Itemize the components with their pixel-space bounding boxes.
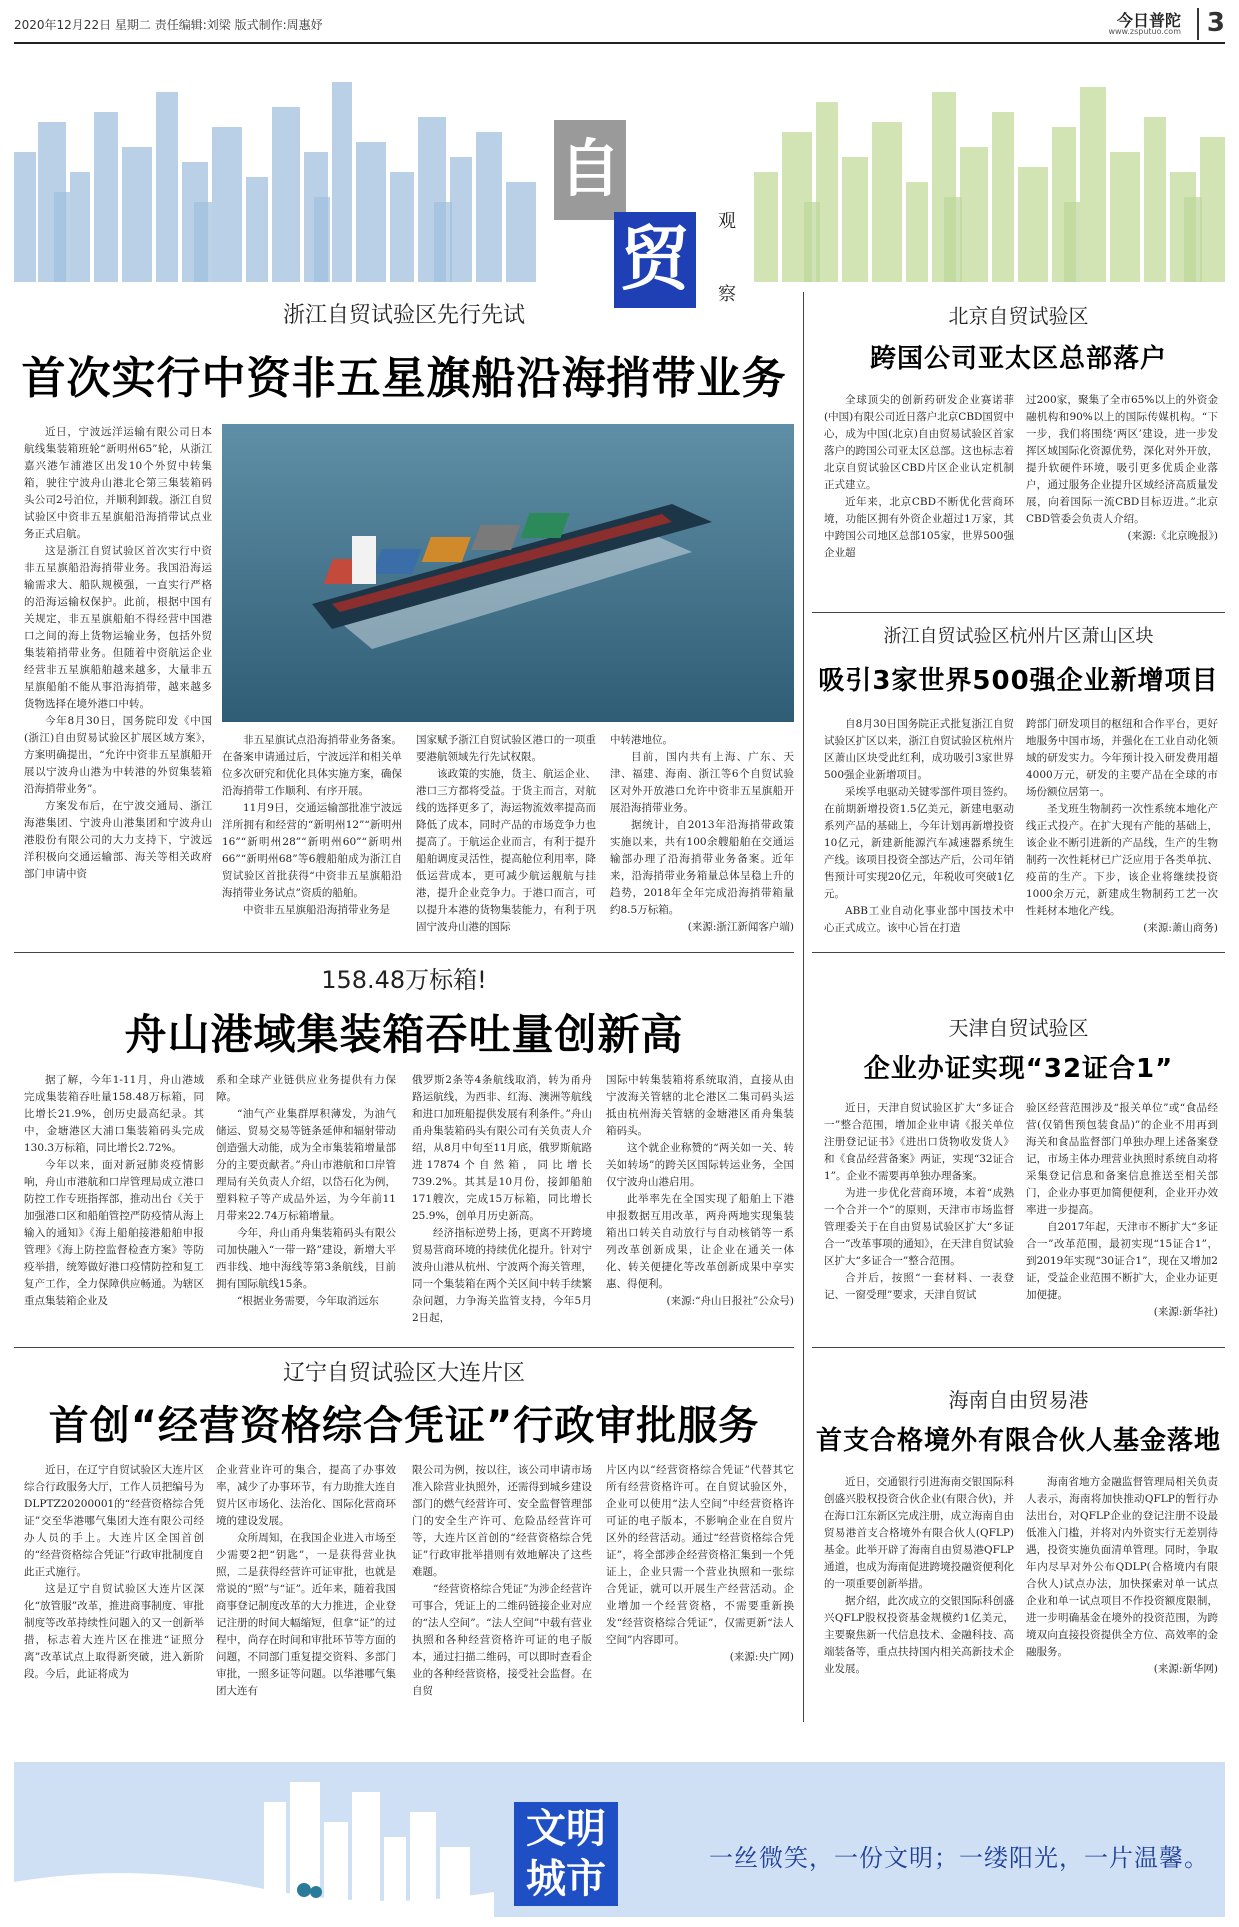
paragraph: 此举率先在全国实现了船舶上下港申报数据互用改革，两舟两地实现集装箱出口转关自动放行与自动核销等一系列改革创新成果，让企业在通关一体化、转关便捷化等改革创新成果中享实惠、得便利。 <box>606 1193 794 1290</box>
story-divider <box>14 952 794 953</box>
paragraph: 目前，国内共有上海、广东、天津、福建、海南、浙江等6个自贸试验区对外开放港口允许中资非五星旗船开展沿海捎带业务。 <box>610 751 794 814</box>
paragraph: 今年，舟山甬舟集装箱码头有限公司加快融入“一带一路”建设，新增大平西非线、地中海线等第3条航线，目前拥有国际航线15条。 <box>216 1227 396 1290</box>
paragraph: “经营资格综合凭证”为涉企经营许可事合，凭证上的二维码链接企业对应的“法人空间”。“法人空间”中载有营业执照和各种经营资格许可证的电子版本，通过扫描二维码，可以即时查看企业的各种经营资格，接受社会监督。在自贸 <box>412 1583 592 1697</box>
paragraph: 该政策的实施，货主、航运企业、港口三方都将受益。于货主而言，对航线的选择更多了，海运物流效率提高而降低了成本，同时产品的市场竞争力也提高了。于航运企业而言，有利于提升船舶调度灵活性，提高舱位利用率，降低运营成本，更可减少航运舰航与挂港，提升企业竞争力。于港口而言，可以提升本港的货物集装能力，有利于巩固宁波舟山港的国际 <box>416 768 596 933</box>
paragraph: 近日，宁波远洋运输有限公司日本航线集装箱班轮“新明州65”轮，从浙江嘉兴港乍浦港区出发10个外贸中转集箱，驶往宁波舟山港北仑第三集装箱码头公司2号泊位，并顺利卸载。浙江自贸试验区中资非五星旗船沿海捎带试点业务正式启航。 <box>24 426 212 540</box>
ship-image <box>222 424 794 722</box>
paragraph: 近日，交通银行引进海南交银国际科创盛兴股权投资合伙企业(有限合伙)，并在海口江东新区完成注册，成立海南自由贸易港首支合格境外有限合伙人(QFLP)基金。此举开辟了海南自由贸易港QFLP通道，也成为海南促进跨境投融资便利化的一项重要创新举措。 <box>824 1476 1014 1590</box>
mark-line-1: 文明 <box>526 1806 606 1852</box>
paragraph: 今年8月30日，国务院印发《中国(浙江)自由贸易试验区扩展区域方案》，方案明确提出，“允许中资非五星旗船开展以宁波舟山港为中转港的外贸集装箱沿海捎带业务”。 <box>24 715 212 795</box>
story6-col3 <box>412 1462 592 1752</box>
story7-col1 <box>824 1474 1014 1752</box>
paragraph: 片区内以“经营资格综合凭证”代替其它所有经营资格许可。在自贸试验区外，企业可以使用“法人空间”中经营资格许可证的电子版本，不影响企业在自贸片区外的经营活动。通过“经营资格综合凭证”，将全部涉企经营资格汇集到一个凭证上，企业只需一个营业执照和一张综合凭证，就可以开展生产经营活动。企业增加一个经营资格，不需要重新换发“经营资格综合凭证”，仅需更新“法人空间”内容即可。 <box>606 1464 794 1646</box>
story5-col1 <box>824 1100 1014 1340</box>
story3-source: (来源:萧山商务) <box>1143 922 1218 934</box>
story6-headline: 首创“经营资格综合凭证”行政审批服务 <box>48 1403 760 1449</box>
banner-glyph-guan: 观 <box>718 211 736 232</box>
paragraph: 俄罗斯2条等4条航线取消，转为甬舟路运航线，为西非、红海、澳洲等航线和进口加班船提供发展有利条件。”舟山甬舟集装箱码头有限公司有关负责人介绍，从8月中旬至11月底，俄罗斯航路进17874个自然箱，同比增长739.2%。其其是10月份，接卸船舶171艘次，完成15万标箱，同比增长25.9%，创单月历史新高。 <box>412 1074 592 1222</box>
date-line: 2020年12月22日 星期二 责任编辑:刘梁 版式制作:周惠妤 <box>14 18 323 32</box>
story1-col1 <box>24 424 212 942</box>
story2-source: (来源:《北京晚报》) <box>1127 530 1218 542</box>
civility-banner <box>14 1762 1225 1917</box>
story1-col3 <box>416 732 596 942</box>
newspaper-brand: 今日普陀 <box>1116 11 1181 30</box>
story4-source: (来源:“舟山日报社”公众号) <box>666 1295 794 1307</box>
paragraph: 众所周知，在我国企业进入市场至少需要2把“钥匙”，一是获得营业执照，二是获得经营许可证审批，也就是常说的“照”与“证”。近年来，随着我国商事登记制度改革的大力推进，企业登记注册的时间大幅缩短，但拿“证”的过程中，尚存在时间和审批环节等方面的问题，不同部门重复提交资料、多部门审批，一照多证等问题。以华港哪气集团大连有 <box>216 1532 396 1697</box>
paragraph: 近年来，北京CBD不断优化营商环境，功能区拥有外资企业超过1万家，其中跨国公司地区总部105家，世界500强企业超 <box>824 496 1014 559</box>
story1-col2 <box>222 732 402 942</box>
paragraph: 这个就企业称赞的“两关如一关、转关如转场”的跨关区国际转运业务，全国仅宁波舟山港启用。 <box>606 1142 794 1188</box>
paragraph: 非五星旗试点沿海捎带业务备案。在备案申请通过后，宁波远洋和相关单位多次研究和优化具体实施方案，确保沿海捎带工作顺利、有序开展。 <box>222 734 402 797</box>
story3-headline: 吸引3家世界500强企业新增项目 <box>818 666 1219 696</box>
paragraph: 国际中转集装箱将系统取消，直接从由宁波海关管辖的北仑港区二集司码头运抵由杭州海关管辖的金塘港区甬舟集装箱码头。 <box>606 1074 794 1137</box>
civility-city-mark <box>514 1802 618 1906</box>
story5-source: (来源:新华社) <box>1153 1306 1218 1318</box>
story2-col1 <box>824 392 1014 602</box>
banner-glyph-cha: 察 <box>718 284 736 305</box>
story4-kicker: 158.48万标箱! <box>321 966 487 994</box>
paragraph: 限公司为例，按以往，该公司申请市场准入除营业执照外，还需得到城乡建设部门的燃气经营许可、安全监督管理部门的安全生产许可、危险品经营许可等，大连片区首创的“经营资格综合凭证”行政审批举措则有效地解决了这些难题。 <box>412 1464 592 1578</box>
newspaper-site: www.zsputuo.com <box>1108 27 1181 36</box>
story1-headline: 首次实行中资非五星旗船沿海捎带业务 <box>21 353 787 404</box>
story-divider <box>14 1347 794 1348</box>
paragraph: 据介绍，此次成立的交银国际科创盛兴QFLP股权投资基金规模约1亿美元，主要聚焦新一代信息技术、金融科技、高端装备等，重点扶持国内相关高新技术企业发展。 <box>824 1595 1014 1675</box>
paragraph: 国家赋予浙江自贸试验区港口的一项重要港航领域先行先试权限。 <box>416 734 596 763</box>
page-number: 3 <box>1197 8 1225 40</box>
story4-headline: 舟山港域集装箱吞吐量创新高 <box>124 1010 684 1059</box>
paragraph: 合并后，按照“一套材料、一表登记、一窗受理”要求，天津自贸试 <box>824 1272 1014 1301</box>
story6-col1 <box>24 1462 204 1752</box>
page-header <box>14 8 1225 38</box>
story4-col4 <box>606 1072 794 1340</box>
paragraph: 为进一步优化营商环境，本着“成熟一个合并一个”的原则，天津市市场监督管理委关于在自由贸易试验区扩大“多证合一”改革事项的通知》，在天津自贸试验区扩大“多证合一”整合范围。 <box>824 1187 1014 1267</box>
story7-kicker: 海南自由贸易港 <box>948 1388 1089 1412</box>
story-divider <box>812 1347 1225 1348</box>
banner-glyph-zi: 自 <box>554 120 626 220</box>
container-ship-photo <box>222 424 794 722</box>
paragraph: 企业营业许可的集合，提高了办事效率，减少了办事环节，有力助推大连自贸片区市场化、法治化、国际化营商环境的建设发展。 <box>216 1464 396 1527</box>
paragraph: 这是浙江自贸试验区首次实行中资非五星旗船沿海捎带业务。我国沿海运输需求大、船队规模强，一直实行严格的沿海运输权保护。此前，根据中国有关规定，非五星旗船舶不得经营中国港口之间的海上货物运输业务，包括外贸集装箱捎带业务。但随着中资航运企业经营非五星旗船舶越来越多，大量非五星旗船舶不能从事沿海捎带，越来越多货物选择在境外港口中转。 <box>24 545 212 710</box>
banner-glyph-mao: 贸 <box>614 212 696 308</box>
paragraph: 据统计，自2013年沿海捎带政策实施以来，共有100余艘船舶在交通运输部办理了沿海捎带业务备案。近年来，沿海捎带业务箱量总体呈稳上升的趋势，2018年全年完成沿海捎带箱量约8.5万标箱。 <box>610 819 794 916</box>
section-banner <box>14 52 1225 305</box>
story1-source: (来源:浙江新闻客户端) <box>687 921 794 933</box>
story-divider <box>812 612 1225 613</box>
paragraph: “根据业务需要，今年取消远东 <box>237 1295 379 1307</box>
paragraph: 11月9日，交通运输部批准宁波远洋所拥有和经营的“新明州12”“新明州16”“新明州28”“新明州60”“新明州66”“新明州68”等6艘船舶成为浙江自贸试验区首批获得“中资非五星旗船沿海捎带业务试点”资质的船舶。 <box>222 802 402 899</box>
story1-col4 <box>610 732 794 942</box>
story4-col1 <box>24 1072 204 1340</box>
story-divider <box>812 952 1225 953</box>
paragraph: 全球顶尖的创新药研发企业赛诺菲(中国)有限公司近日落户北京CBD国贸中心，成为中国(北京)自由贸易试验区首家落户的跨国公司亚太区总部。这也标志着北京自贸试验区CBD片区企业认定机制正式建立。 <box>824 394 1014 491</box>
story6-col4 <box>606 1462 794 1752</box>
story2-kicker: 北京自贸试验区 <box>948 304 1089 328</box>
civility-slogan: 一丝微笑，一份文明；一缕阳光，一片温馨。 <box>709 1844 1209 1872</box>
paragraph: “油气产业集群厚积薄发，为油气储运、贸易交易等链条延伸和辐射带动创造强大动能，成为全市集装箱增量部分的主要贡献者。”舟山市港航和口岸管理局有关负责人介绍，以岱石化为例，塑料粒子等产成品外运，为今年前11月带来22.74万标箱增量。 <box>216 1108 396 1222</box>
story5-headline: 企业办证实现“32证合1” <box>863 1054 1174 1084</box>
paragraph: 自2017年起，天津市不断扩大“多证合一”改革范围，最初实现“15证合1”，到2019年实现“30证合1”，现在又增加2证，受益企业范围不断扩大，企业办证更加便捷。 <box>1026 1221 1218 1301</box>
story2-headline: 跨国公司亚太区总部落户 <box>869 344 1167 374</box>
paragraph: 今年以来，面对新冠肺炎疫情影响，舟山市港航和口岸管理局成立港口防控工作专班指挥部，推动出台《关于加强港口区和船舶管控严防疫情从海上输入的通知》《海上船舶接港船舶申报管理》《海上防控监督检查方案》等防疫举措，统筹做好港口疫情防控和复工复产工作，全力保障供应畅通。为辖区重点集装箱企业及 <box>24 1159 204 1307</box>
story4-col3 <box>412 1072 592 1340</box>
mark-line-2: 城市 <box>526 1856 606 1902</box>
paragraph: 近日，在辽宁自贸试验区大连片区综合行政服务大厅，工作人员把编号为DLPTZ20200001的“经营资格综合凭证”交至华港哪气集团大连有限公司经办人员的手上。大连片区全国首创的“经营资格综合凭证”行政审批制度自此正式施行。 <box>24 1464 204 1578</box>
story6-col2 <box>216 1462 396 1752</box>
story3-col1 <box>824 716 1014 944</box>
paragraph: 验区经营范围涉及“报关单位”或“食品经营(仅销售预包装食品)”的企业不用再到海关和食品监督部门单独办理上述备案登记，市场主体办理营业执照时系统自动将采集登记信息和备案信息推送至相关部门，企业办事更加简便便利，企业开办效率进一步提高。 <box>1026 1102 1218 1216</box>
story5-col2 <box>1026 1100 1218 1340</box>
paragraph: 系和全球产业链供应业务提供有力保障。 <box>216 1074 396 1103</box>
column-divider <box>803 292 804 1722</box>
story3-col2 <box>1026 716 1218 944</box>
paragraph: 过200家，聚集了全市65%以上的外资金融机构和90%以上的国际传媒机构。“下一步，我们将围绕‘两区’建设，进一步发挥区域国际化资源优势，深化对外开放，提升软硬件环境，吸引更多优质企业落户，通过服务企业提升区域经济高质量发展，向着国际一流CBD目标迈进。”北京CBD管委会负责人介绍。 <box>1026 394 1218 525</box>
paragraph: 中资非五星旗船沿海捎带业务是 <box>243 904 390 916</box>
story7-headline: 首支合格境外有限合伙人基金落地 <box>815 1426 1221 1456</box>
paragraph: 据了解，今年1-11月，舟山港域完成集装箱吞吐量158.48万标箱，同比增长21.9%，创历史最高纪录。其中，金塘港区大浦口集装箱码头完成130.3万标箱，同比增长2.72%。 <box>24 1074 204 1154</box>
paragraph: ABB工业自动化事业部中国技术中心正式成立。该中心旨在打造 <box>824 905 1014 934</box>
paragraph: 跨部门研发项目的枢纽和合作平台，更好地服务中国市场，并强化在工业自动化领域的研发实力。今年预计投入研发费用超4000万元，研发的主要产品在全球的市场份额位居第一。 <box>1026 718 1218 798</box>
paragraph: 海南省地方金融监督管理局相关负责人表示，海南将加快推动QFLP的暂行办法出台，对QFLP企业的登记注册不设最低准入门槛，并将对内外资实行无差别待遇，投资实施负面清单管理。同时，争取年内尽早对外公布QDLP(合格境内有限合伙人)试点办法，加快探索对单一试点企业和单一试点项目不作投资额度限制，进一步明确基金在境外的投资范围，为跨境双向直接投资提供全方位、高效率的金融服务。 <box>1026 1476 1218 1658</box>
story5-kicker: 天津自贸试验区 <box>948 1016 1089 1040</box>
story3-kicker: 浙江自贸试验区杭州片区萧山区块 <box>883 626 1154 647</box>
story7-col2 <box>1026 1474 1218 1752</box>
paragraph: 方案发布后，在宁波交通局、浙江海港集团、宁波舟山港集团和宁波舟山港股份有限公司的大力支持下，宁波远洋积极向交通运输部、海关等相关政府部门申请中资 <box>24 800 212 880</box>
paragraph: 自8月30日国务院正式批复浙江自贸试验区扩区以来，浙江自贸试验区杭州片区萧山区块受此红利，成功吸引3家世界500强企业新增项目。 <box>824 718 1014 781</box>
story6-kicker: 辽宁自贸试验区大连片区 <box>282 1361 525 1386</box>
story6-source: (来源:央广网) <box>729 1651 794 1663</box>
story1-kicker: 浙江自贸试验区先行先试 <box>282 303 525 328</box>
paragraph: 这是辽宁自贸试验区大连片区深化“放管服”改革，推进商事制度、审批制度等改革持续性问题入的又一创新举措，标志着大连片区在推进“证照分离”改革试点上取得新突破，进入新阶段。今后，此证将成为 <box>24 1583 204 1680</box>
header-rule <box>14 42 1225 44</box>
paragraph: 中转港地位。 <box>610 734 673 746</box>
story7-source: (来源:新华网) <box>1153 1663 1218 1675</box>
story2-col2 <box>1026 392 1218 602</box>
paragraph: 采埃孚电驱动关键零部件项目签约。在前期新增投资1.5亿美元，新建电驱动系列产品的基础上，今年计划再新增投资10亿元，新建新能源汽车减速器系统生产线。该项目投资全部达产后，公司年销售预计可实现20亿元，年税收可突破1亿元。 <box>824 786 1014 900</box>
paragraph: 近日，天津自贸试验区扩大“多证合一”整合范围，增加企业申请《报关单位注册登记证书》《进出口货物收发货人》和《食品经营备案》两证，实现“32证合1”。企业不需要再单独办理备案。 <box>824 1102 1014 1182</box>
story4-col2 <box>216 1072 396 1340</box>
paragraph: 经济指标逆势上扬，更离不开跨境贸易营商环境的持续优化提升。针对宁波舟山港从杭州、宁波两个海关管理，同一个集装箱在两个关区间中转手续繁杂问题，力争海关监管支持，今年5月2日起， <box>412 1227 592 1324</box>
paragraph: 圣戈班生物制药一次性系统本地化产线正式投产。在扩大现有产能的基础上，该企业不断引进新的产品线，生产的生物制药一次性耗材已广泛应用于各类单抗、疫苗的生产。下步，该企业将继续投资1000余万元，新建成生物制药工艺一次性耗材本地化产线。 <box>1026 803 1218 917</box>
